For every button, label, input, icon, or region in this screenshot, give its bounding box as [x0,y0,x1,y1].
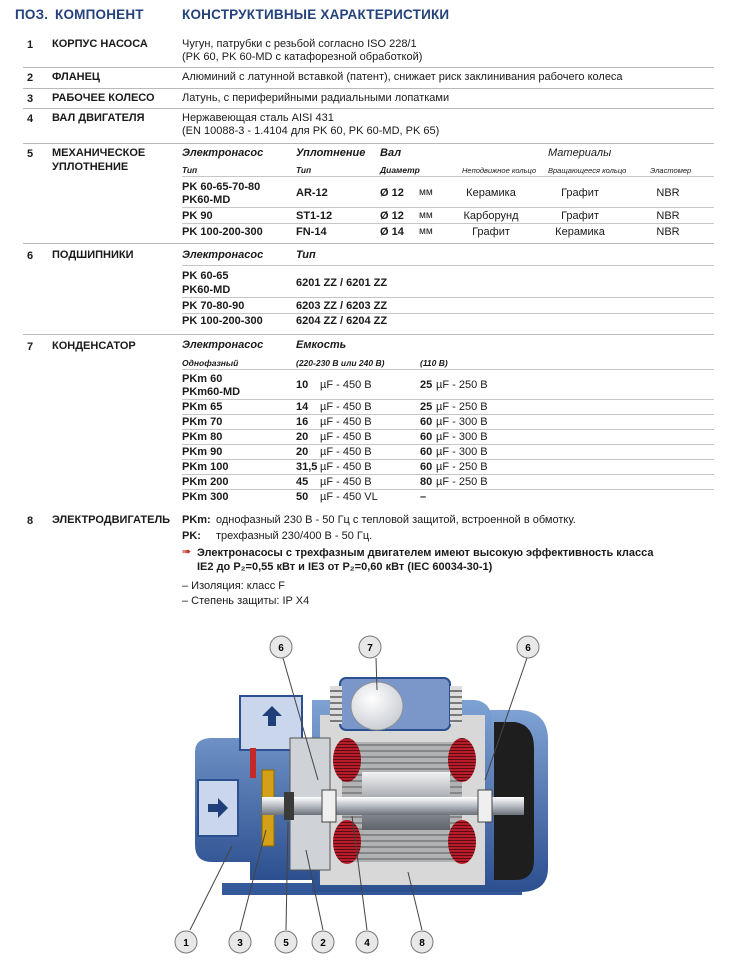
seal-sub-diameter: Диаметр [380,165,420,175]
seal-pump: PK 90 [182,210,213,222]
item-desc-line: Чугун, патрубки с резьбой согласно ISO 228/1 [182,38,417,50]
winding [333,820,361,864]
callout [411,931,433,953]
sub-separator [182,265,714,266]
cap-unit-1: µF - 450 В [320,379,372,391]
item-number: 3 [27,93,34,105]
bearing-pump: PK 70-80-90 [182,300,245,312]
seal-diameter: Ø 12 [380,210,404,222]
motor-insulation: – Изоляция: класс F [182,580,286,592]
cap-unit-1: µF - 450 В [320,476,372,488]
cooling-fins [450,686,462,724]
sub-separator [182,176,714,177]
seal-elastomer: NBR [656,187,680,199]
item-desc-line: (PK 60, PK 60-MD с катафорезной обработкой) [182,51,423,63]
cap-pump: PKm 300 [182,491,229,503]
separator [23,334,714,335]
callout-label: 5 [283,938,289,949]
motor-pk-text: трехфазный 230/400 В - 50 Гц. [216,530,373,542]
sub-separator [182,313,714,314]
seal-elastomer: NBR [656,210,680,222]
cap-pump: PKm 60 [182,373,223,385]
item-desc-line: Латунь, с периферийными радиальными лопатками [182,92,450,104]
sub-separator [182,414,714,415]
item-number: 7 [27,341,34,353]
callout [359,636,381,658]
cap-pump: PKm 90 [182,446,223,458]
motor-protection: – Степень защиты: IP X4 [182,595,310,607]
cap-value-2: – [420,491,427,503]
motor-pk-label: PK: [182,530,201,542]
cap-value-2: 60 [420,416,433,428]
sub-separator [182,489,714,490]
cap-unit-2: µF - 300 В [436,431,488,443]
item-name: КОНДЕНСАТОР [52,340,136,352]
cap-sub-phase: Однофазный [182,358,239,368]
callout [275,931,297,953]
seal-type: ST1-12 [296,210,333,222]
callout-label: 7 [367,643,373,654]
item-number: 6 [27,250,34,262]
bearing [322,790,336,822]
sub-separator [182,444,714,445]
callout [270,636,292,658]
header-component: КОМПОНЕНТ [55,7,144,22]
arrow-bullet-icon: ➠ [182,546,192,558]
winding [448,820,476,864]
cap-unit-2: µF - 250 В [436,401,488,413]
seal-diameter-unit: мм [419,210,433,221]
sub-separator [182,207,714,208]
item-number: 5 [27,148,34,160]
bearing-type: 6203 ZZ / 6203 ZZ [296,300,388,312]
item-name: ФЛАНЕЦ [52,71,100,83]
item-name: ПОДШИПНИКИ [52,249,134,261]
item-desc-line: Алюминий с латунной вставкой (патент), снижает риск заклинивания рабочего колеса [182,71,623,83]
cap-unit-1: µF - 450 В [320,446,372,458]
callout [229,931,251,953]
seal-type: FN-14 [296,226,327,238]
separator [23,143,714,144]
callout [175,931,197,953]
sub-separator [182,399,714,400]
callout [356,931,378,953]
callout-label: 3 [237,938,243,949]
cap-header-capacity: Емкость [296,339,347,351]
seal-sub-elastomer: Эластомер [650,166,692,175]
item-desc-line: (EN 10088-3 - 1.4104 для PK 60, PK 60-MD, PK 65) [182,125,440,137]
callout [517,636,539,658]
seal-rotating-ring: Графит [561,210,599,222]
cap-unit-2: µF - 250 В [436,476,488,488]
sub-separator [182,223,714,224]
cap-unit-2: µF - 250 В [436,461,488,473]
cap-unit-1: µF - 450 В [320,431,372,443]
seal-pump: PK 100-200-300 [182,226,263,238]
cap-value-2: 25 [420,379,433,391]
pump-cutaway-diagram [0,630,730,965]
cap-value-1: 31,5 [296,461,318,473]
cap-pump: PKm 65 [182,401,223,413]
seal-rotating-ring: Керамика [555,226,605,238]
cap-value-1: 45 [296,476,309,488]
bearings-header-type: Тип [296,249,316,261]
bearing-pump-alt: PK60-MD [182,284,231,296]
cap-unit-1: µF - 450 В [320,416,372,428]
callout-label: 1 [183,938,189,949]
cap-unit-2: µF - 300 В [436,446,488,458]
callout-label: 4 [364,938,370,949]
winding [333,738,361,782]
seal-header-pump: Электронасос [182,147,264,159]
separator [23,67,714,68]
sub-separator [182,297,714,298]
cap-pump: PKm 100 [182,461,229,473]
bearing [478,790,492,822]
motor-note-line1: Электронасосы с трехфазным двигателем имеют высокую эффективность класса [197,547,654,559]
seal-diameter: Ø 12 [380,187,404,199]
seal-sub-type2: Тип [296,165,312,175]
bearing-type: 6201 ZZ / 6201 ZZ [296,277,388,289]
winding [448,738,476,782]
sub-separator [182,369,714,370]
item-number: 2 [27,72,34,84]
seal-header-seal: Уплотнение [296,147,366,159]
item-name: РАБОЧЕЕ КОЛЕСО [52,92,155,104]
bearing-pump: PK 60-65 [182,270,229,282]
item-number: 1 [27,39,34,51]
sub-separator [182,429,714,430]
seal-diameter-unit: мм [419,226,433,237]
header-characteristics: КОНСТРУКТИВНЫЕ ХАРАКТЕРИСТИКИ [182,7,450,22]
seal-fixed-ring: Керамика [466,187,516,199]
separator [23,243,714,244]
bearings-header-pump: Электронасос [182,249,264,261]
separator [23,88,714,89]
separator [23,508,714,509]
separator [23,108,714,109]
gasket [250,748,256,778]
cooling-fins [330,686,342,724]
cap-header-pump: Электронасос [182,339,264,351]
motor-pkm-text: однофазный 230 В - 50 Гц с тепловой защитой, встроенной в обмотку. [216,514,576,526]
callout-label: 8 [419,938,425,949]
cap-unit-2: µF - 300 В [436,416,488,428]
cap-pump: PKm 200 [182,476,229,488]
motor-note-line2: IE2 до P₂=0,55 кВт и IE3 от P₂=0,60 кВт (IEC 60034-30-1) [197,561,493,573]
seal-pump-alt: PK60-MD [182,194,231,206]
callout-label: 6 [525,643,531,654]
item-desc-line: Нержавеющая сталь AISI 431 [182,112,334,124]
item-number: 8 [27,515,34,527]
cap-sub-voltage1: (220-230 В или 240 В) [296,358,385,368]
seal-diameter-unit: мм [419,187,433,198]
seal-fixed-ring: Карборунд [463,210,519,222]
seal-sub-rotating: Вращающееся кольцо [548,166,627,175]
mechanical-seal [284,792,294,820]
cap-pump: PKm 70 [182,416,223,428]
cap-value-2: 80 [420,476,433,488]
cap-pump-alt: PKm60-MD [182,386,241,398]
cap-pump: PKm 80 [182,431,223,443]
seal-sub-type: Тип [182,165,198,175]
seal-sub-fixed: Неподвижное кольцо [462,166,537,175]
cap-unit-1: µF - 450 В [320,401,372,413]
seal-header-materials: Материалы [548,147,612,159]
cap-unit-1: µF - 450 В [320,461,372,473]
cap-unit-1: µF - 450 VL [320,491,378,503]
seal-header-shaft: Вал [380,147,402,159]
cap-unit-2: µF - 250 В [436,379,488,391]
sub-separator [182,474,714,475]
cap-value-2: 60 [420,461,433,473]
cap-value-2: 60 [420,431,433,443]
seal-elastomer: NBR [656,226,680,238]
seal-diameter: Ø 14 [380,226,404,238]
callout [312,931,334,953]
cap-value-1: 50 [296,491,309,503]
item-name: ЭЛЕКТРОДВИГАТЕЛЬ [52,514,171,526]
seal-type: AR-12 [296,187,328,199]
item-name: МЕХАНИЧЕСКОЕ [52,147,146,159]
cap-value-1: 20 [296,431,309,443]
cap-value-1: 14 [296,401,309,413]
bearing-type: 6204 ZZ / 6204 ZZ [296,315,388,327]
seal-fixed-ring: Графит [472,226,510,238]
motor-pkm-label: PKm: [182,514,211,526]
cap-sub-voltage2: (110 В) [420,358,448,368]
cap-value-1: 20 [296,446,309,458]
header-pos: ПОЗ. [15,7,49,22]
item-name-line2: УПЛОТНЕНИЕ [52,161,129,173]
seal-pump: PK 60-65-70-80 [182,181,261,193]
cap-value-1: 10 [296,379,309,391]
cap-value-1: 16 [296,416,309,428]
cap-value-2: 60 [420,446,433,458]
item-name: КОРПУС НАСОСА [52,38,148,50]
seal-rotating-ring: Графит [561,187,599,199]
callout-label: 2 [320,938,326,949]
cap-value-2: 25 [420,401,433,413]
bearing-pump: PK 100-200-300 [182,315,263,327]
callout-label: 6 [278,643,284,654]
sub-separator [182,459,714,460]
item-number: 4 [27,113,34,125]
item-name: ВАЛ ДВИГАТЕЛЯ [52,112,145,124]
